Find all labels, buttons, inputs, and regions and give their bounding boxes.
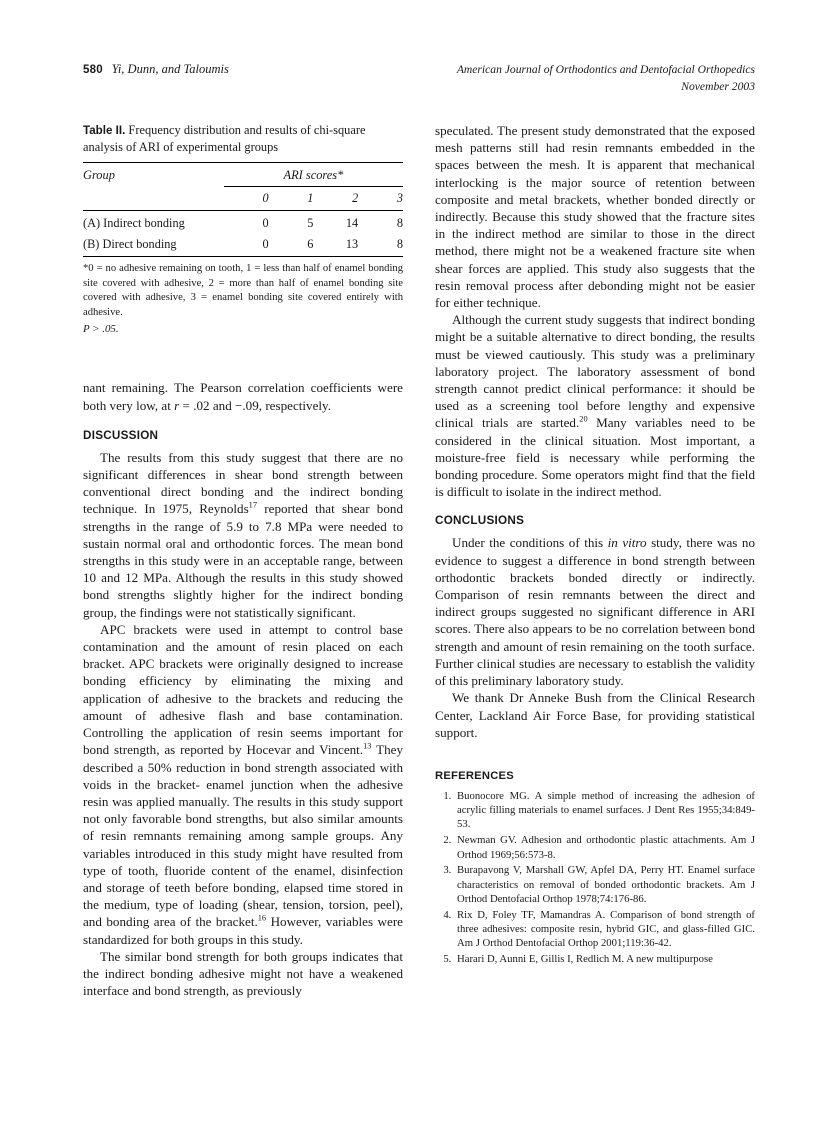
acknowledgment-paragraph: We thank Dr Anneke Bush from the Clinical Research Center, Lackland Air Force Base, for providing statistical support. (435, 690, 755, 740)
table-header-row-scores (83, 187, 403, 211)
header-ari-scores: ARI scores* (224, 163, 403, 187)
row-value: 13 (313, 232, 358, 257)
table-row (83, 232, 403, 257)
discussion-paragraph-4: Although the current study suggests that indirect bonding might be a suitable alternative to direct bonding, the results must be viewed cautiously. This study was a preliminary laboratory project. The laboratory assessment of bond strength cannot predict clinical performance: it should be used as a screening tool before lengthy and expensive clinical trials are started.$^{20}$ Many variables need to be considered in the clinical situation. Most important, a moisture-free field is necessary while performing the bonding procedure. Some operators might find that the field is difficult to isolate in the indirect method. (435, 312, 756, 500)
running-head-authors: Yi, Dunn, and Taloumis (111, 62, 229, 76)
row-label: (B) Direct bonding (83, 232, 224, 257)
table-footnote: *0 = no adhesive remaining on tooth, 1 = less than half of enamel bonding site covered with adhesive, 2 = more than half of enamel bonding site covered with adhesive, 3 = enamel bonding site covered entirely with adhesive. (83, 263, 403, 318)
left-continued-paragraph: nant remaining. The Pearson correlation coefficients were both very low, at r = .02 and −.09, respectively. (83, 380, 403, 413)
header-group: Group (83, 163, 224, 187)
conclusions-heading: CONCLUSIONS (435, 514, 525, 528)
header-score-2: 2 (313, 187, 358, 211)
p-value-italic: P > .05. (83, 323, 119, 336)
running-head (83, 62, 755, 96)
header-score-0: 0 (224, 187, 269, 211)
table-label: Table II. (83, 124, 126, 137)
references-list (435, 789, 755, 966)
reference-item: 4. Rix D, Foley TF, Mamandras A. Comparison of bond strength of three adhesives: composite resin, hybrid GIC, and glass-filled GIC. Am J Orthod Dentofacial Orthop 2001;119:36-42. (454, 908, 755, 951)
running-head-left (83, 62, 229, 77)
table-2 (83, 162, 403, 257)
references-heading: REFERENCES (435, 769, 514, 782)
reference-item: 5. Harari D, Aunni E, Gillis I, Redlich M. A new multipurpose (454, 952, 755, 966)
conclusions-paragraph: Under the conditions of this in vitro study, there was no evidence to suggest a difference in bond strength between orthodontic brackets bonded directly or indirectly. Comparison of resin remnants between the direct and indirect groups suggested no significant difference in ARI scores. There also appears to be no correlation between bond strength and amount of resin remaining on the tooth surface. Further clinical studies are necessary to establish the validity of this preliminary laboratory study. (435, 535, 755, 689)
row-value: 0 (262, 216, 269, 230)
row-value: 8 (396, 216, 403, 230)
row-value: 6 (269, 232, 314, 257)
reference-item: 3. Burapavong V, Marshall GW, Apfel DA, Perry HT. Enamel surface characteristics on removal of bonded orthodontic brackets. Am J Orthod Dentofacial Orthop 1978;74:176-86. (454, 863, 755, 906)
right-continued-paragraph: speculated. The present study demonstrated that the exposed mesh patterns still had resin remnants embedded in the spaces between the mesh. It is apparent that mechanical interlocking is the major source of retention between composite and metal brackets, whether bonded directly or indirectly. Because this study showed that the fracture sites in the indirect method are similar to those in the direct method, there might not be a weakened fracture site when shear forces are applied. This study also suggests that the resin removal process after debonding might not be easier for either technique. (435, 123, 755, 311)
row-value: 5 (307, 216, 314, 230)
discussion-paragraph-3: The similar bond strength for both groups indicates that the indirect bonding adhesive might not have a weakened interface and bond strength, as previously (83, 948, 403, 999)
left-column (83, 122, 403, 999)
table-significance (83, 323, 403, 335)
discussion-paragraph-2: APC brackets were used in attempt to control base contamination and the amount of resin placed on each bracket. APC brackets were originally designed to increase bonding efficiency by eliminating the mixing and application of adhesive to the brackets and reducing the amount of adhesive flash and base contamination. Controlling the application of resin seems important for bond strength, as reported by Hocevar and Vincent.$^{13}$ They described a 50% reduction in bond strength associated with voids in the bracket- enamel junction when the adhesive resin was applied manually. The results in this study support not only favorable bond strengths, but also similar amounts of resin remnants remaining among sample groups. Any variables introduced in this study might have resulted from type of tooth, fluoride content of the enamel, disinfection and storage of teeth before bonding, elapsed time stored in the medium, type of loading (shear, tension, torsion, peel), and bonding area of the bracket.$^{16}$ However, variables were standardized for both groups in this study. (83, 621, 403, 947)
discussion-paragraph-1: The results from this study suggest that there are no significant differences in shear bond strength between conventional direct bonding and the indirect bonding technique. In 1975, Reynolds$^{17}$ reported that shear bond strengths in the range of 5.9 to 7.8 MPa were needed to sustain normal oral and orthodontic forces. The mean bond strengths in this study were in an acceptable range, between 10 and 12 MPa. Although the results in this study showed bond strengths slightly higher for the indirect bonding group, the findings were not statistically significant. (83, 449, 403, 620)
table-2-block (83, 122, 403, 335)
issue-date: November 2003 (681, 79, 755, 93)
journal-title: American Journal of Orthodontics and Dentofacial Orthopedics (456, 63, 755, 76)
discussion-heading: DISCUSSION (83, 428, 159, 442)
reference-item: 2. Newman GV. Adhesion and orthodontic plastic attachments. Am J Orthod 1969;56:573-8. (454, 833, 755, 862)
table-caption (83, 122, 403, 155)
row-value: 14 (345, 216, 359, 230)
table-body-gap (83, 335, 403, 379)
table-header-row-top (83, 163, 403, 187)
table-row (83, 211, 403, 233)
row-label: (A) Indirect bonding (83, 216, 185, 230)
row-value: 8 (358, 232, 403, 257)
reference-item: 1. Buonocore MG. A simple method of increasing the adhesion of acrylic filling materials to enamel surfaces. J Dent Res 1955;34:849-53. (454, 789, 755, 832)
header-score-1: 1 (269, 187, 314, 211)
header-score-3: 3 (358, 187, 403, 211)
header-spacer (83, 187, 224, 211)
page-number: 580 (83, 64, 103, 76)
row-value: 0 (224, 232, 269, 257)
running-head-right (457, 62, 755, 96)
table-caption-text: Frequency distribution and results of chi-square analysis of ARI of experimental groups (83, 123, 366, 154)
right-column (435, 122, 755, 968)
